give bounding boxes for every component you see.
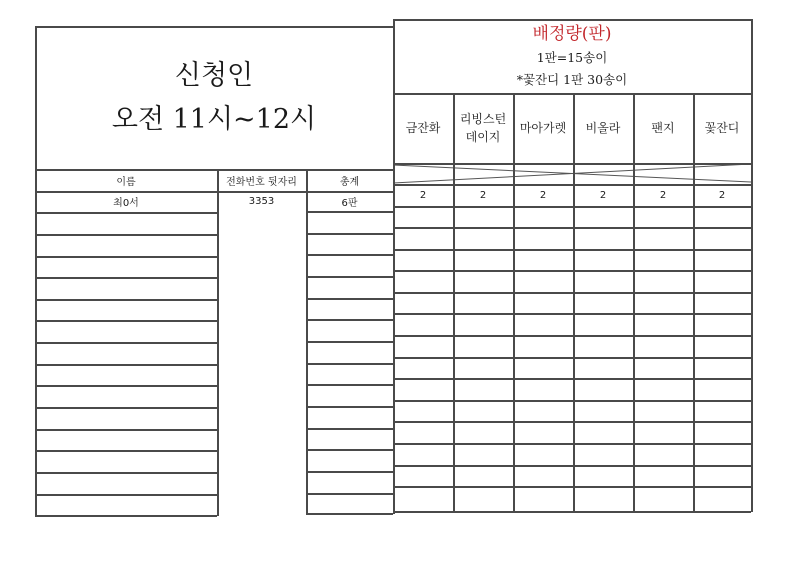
border-line (306, 298, 393, 300)
border-line (35, 429, 217, 431)
page-title: 신청인 (174, 59, 254, 91)
column-header-name: 이름 (116, 176, 136, 188)
cell-name[interactable]: 최0서 (113, 198, 139, 209)
border-line (393, 313, 751, 315)
border-line (393, 93, 751, 95)
border-line (393, 292, 751, 294)
title-block (35, 26, 393, 169)
border-line (306, 384, 393, 386)
border-line (393, 357, 751, 359)
border-line (35, 169, 393, 171)
time-slot-title: 오전 11시~12시 (111, 103, 317, 135)
cell-flower-value[interactable]: 2 (539, 190, 547, 201)
allocation-title: 배정량(판) (532, 24, 612, 44)
border-line (306, 276, 393, 278)
border-line (393, 465, 751, 467)
border-line (393, 443, 751, 445)
border-line (35, 299, 217, 301)
border-line (306, 493, 393, 495)
border-line (306, 363, 393, 365)
border-line (35, 256, 217, 258)
cell-flower-value[interactable]: 2 (479, 190, 487, 201)
border-line (693, 93, 695, 511)
cell-total[interactable]: 6판 (341, 198, 358, 209)
border-line (35, 494, 217, 496)
border-line (393, 335, 751, 337)
border-line (35, 407, 217, 409)
column-header-total: 총계 (339, 176, 360, 188)
cell-flower-value[interactable]: 2 (718, 190, 726, 201)
border-line (393, 511, 751, 513)
border-line (751, 19, 753, 512)
border-line (393, 378, 751, 380)
column-header-phone: 전화번호 뒷자리 (226, 176, 297, 188)
border-line (306, 449, 393, 451)
border-line (306, 319, 393, 321)
border-line (393, 184, 751, 186)
cell-phone[interactable]: 3353 (248, 196, 275, 207)
column-header-label: 팬지 (651, 121, 675, 135)
border-line (35, 26, 393, 28)
column-header-flower (693, 93, 751, 163)
border-line (393, 206, 751, 208)
border-line (573, 93, 575, 512)
border-line (306, 513, 393, 515)
column-header-flower (513, 93, 573, 163)
border-line (453, 93, 455, 513)
border-line (306, 341, 393, 343)
border-line (35, 385, 217, 387)
column-header-label: 비올라 (585, 121, 621, 135)
border-line (393, 19, 751, 21)
border-line (35, 234, 217, 236)
border-line (306, 211, 393, 213)
column-header-label: 꽃잔디 (704, 121, 740, 135)
border-line (393, 421, 751, 423)
border-line (35, 364, 217, 366)
border-line (393, 270, 751, 272)
border-line (35, 342, 217, 344)
border-line (306, 406, 393, 408)
border-line (393, 227, 751, 229)
border-line (35, 515, 217, 517)
crossed-out-row-icon (393, 163, 751, 185)
border-line (393, 486, 751, 488)
border-line (633, 93, 635, 512)
cell-flower-value[interactable]: 2 (599, 190, 607, 201)
column-header-flower (393, 93, 453, 163)
column-header-label: 마아가렛 (519, 121, 567, 135)
border-line (306, 428, 393, 430)
border-line (35, 320, 217, 322)
cell-flower-value[interactable]: 2 (659, 190, 667, 201)
allocation-note-unit: 1판=15송이 (536, 50, 608, 65)
allocation-note-phlox: *꽃잔디 1판 30송이 (516, 72, 628, 87)
column-header-flower (573, 93, 633, 163)
cell-flower-value[interactable]: 2 (419, 190, 427, 201)
border-line (35, 277, 217, 279)
border-line (393, 249, 751, 251)
border-line (306, 471, 393, 473)
column-header-label: 리빙스턴 (459, 112, 507, 126)
border-line (35, 472, 217, 474)
border-line (306, 233, 393, 235)
column-header-label: 금잔화 (405, 121, 441, 135)
border-line (513, 93, 515, 513)
border-line (35, 212, 217, 214)
border-line (393, 400, 751, 402)
column-header-flower (453, 93, 513, 163)
column-header-label: 데이지 (465, 130, 501, 144)
border-line (393, 163, 751, 165)
border-line (306, 254, 393, 256)
border-line (35, 450, 217, 452)
border-line (35, 26, 37, 517)
column-header-flower (633, 93, 693, 163)
allocation-header (393, 19, 751, 93)
border-line (35, 191, 393, 193)
border-line (217, 169, 219, 516)
